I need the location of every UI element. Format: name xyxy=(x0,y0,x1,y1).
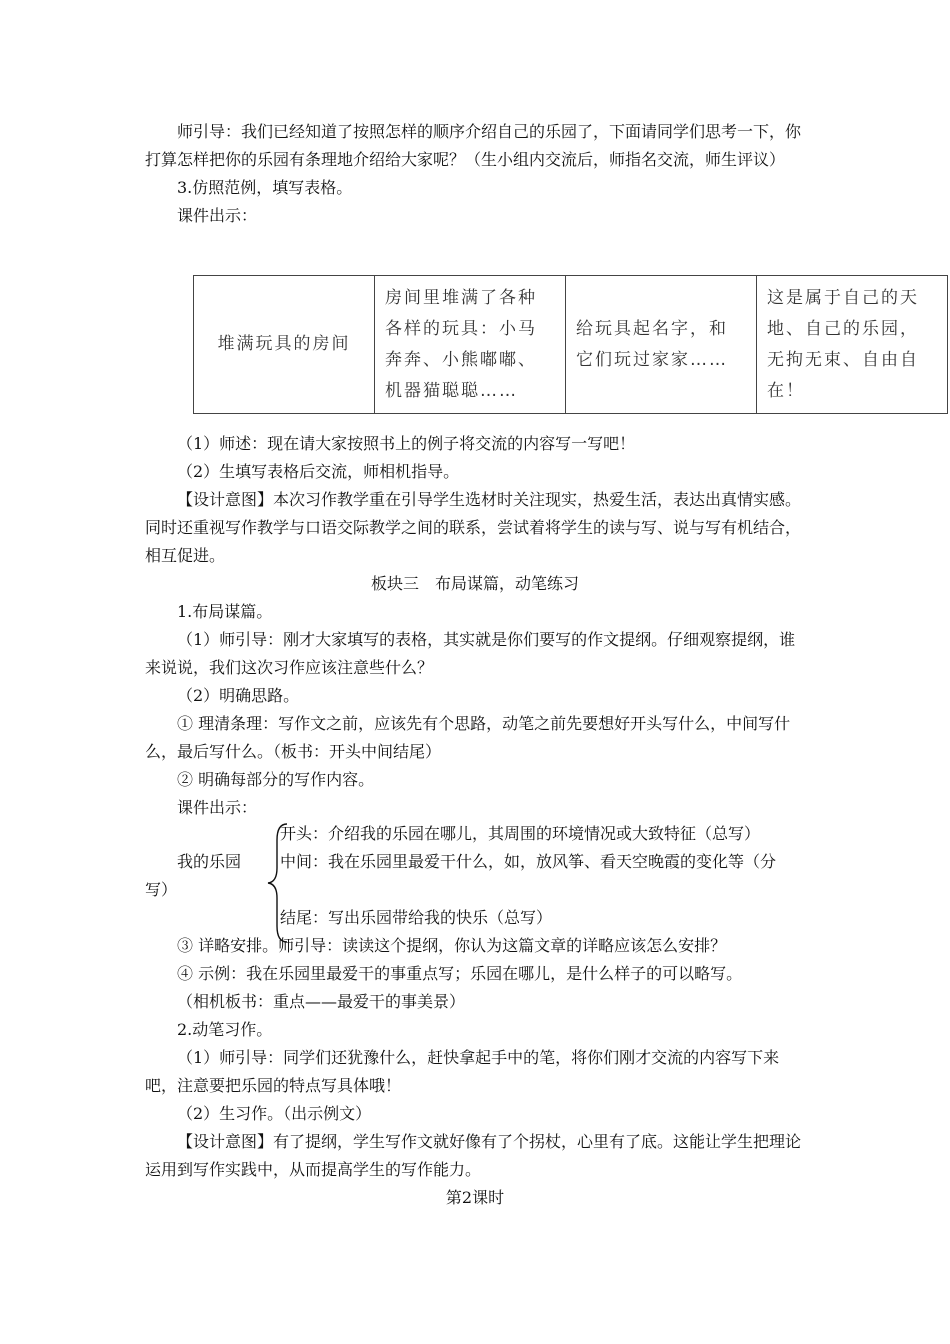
s3-item-1: 1.布局谋篇。 xyxy=(177,602,273,621)
s3-circle-3: ③ 详略安排。师引导：读读这个提纲，你认为这篇文章的详略应该怎么安排？ xyxy=(177,936,727,955)
example-table xyxy=(193,275,948,414)
item-2-student: （2）生填写表格后交流，师相机指导。 xyxy=(177,462,460,481)
s3-item-1-1: （1）师引导：刚才大家填写的表格，其实就是你们要写的作文提纲。仔细观察提纲，谁来说说，我们这次习作应该注意些什么？ xyxy=(145,630,796,677)
outline-middle: 中间：我在乐园里最爱干什么，如，放风筝、看天空晚霞的变化等（分 xyxy=(280,852,777,871)
courseware-label: 课件出示： xyxy=(177,206,258,225)
page-body-2 xyxy=(145,430,805,822)
outline-title: 我的乐园 xyxy=(177,852,242,871)
s3-item-2-2: （2）生习作。（出示例文） xyxy=(177,1104,372,1123)
design-intent-label: 【设计意图】 xyxy=(177,490,274,509)
courseware-label-2: 课件出示： xyxy=(177,798,258,817)
design-intent-2 xyxy=(145,1128,805,1184)
design-intent-text-2: 有了提纲，学生写作文就好像有了个拐杖，心里有了底。这能让学生把理论运用到写作实践中，从而提高学生的写作能力。 xyxy=(145,1132,802,1179)
design-intent-text: 本次习作教学重在引导学生选材时关注现实，热爱生活，表达出真情实感。同时还重视写作教学与口语交际教学之间的联系，尝试着将学生的读与写、说与写有机结合，相互促进。 xyxy=(145,490,802,565)
item-3-heading: 3.仿照范例，填写表格。 xyxy=(177,178,353,197)
essay-outline xyxy=(145,820,815,940)
page-body-3 xyxy=(145,932,805,1212)
s3-circle-2: ② 明确每部分的写作内容。 xyxy=(177,770,375,789)
section-3-title: 板块三 布局谋篇，动笔练习 xyxy=(370,574,579,593)
s3-item-2: 2.动笔习作。 xyxy=(177,1020,273,1039)
table-cell-room: 堆满玩具的房间 xyxy=(194,276,375,414)
design-intent-label-2: 【设计意图】 xyxy=(177,1132,274,1151)
paragraph-teacher-guide: 师引导：我们已经知道了按照怎样的顺序介绍自己的乐园了，下面请同学们思考一下，你打算怎样把你的乐园有条理地介绍给大家呢？（生小组内交流后，师指名交流，师生评议） xyxy=(145,122,802,169)
design-intent-1 xyxy=(145,486,805,570)
s3-circle-4: ④ 示例：我在乐园里最爱干的事重点写；乐园在哪儿，是什么样子的可以略写。 xyxy=(177,964,743,983)
table-cell-toys: 房间里堆满了各种各样的玩具：小马奔奔、小熊嘟嘟、机器猫聪聪…… xyxy=(375,276,566,414)
page-body xyxy=(145,118,805,230)
outline-start: 开头：介绍我的乐园在哪儿，其周围的环境情况或大致特征（总写） xyxy=(280,824,761,843)
s3-board: （相机板书：重点——最爱干的事美景） xyxy=(177,992,466,1011)
table-row xyxy=(194,276,948,414)
outline-title-tail: 写） xyxy=(145,880,178,899)
s3-item-1-2: （2）明确思路。 xyxy=(177,686,300,705)
item-1-teacher: （1）师述：现在请大家按照书上的例子将交流的内容写一写吧！ xyxy=(177,434,636,453)
lesson-2-title: 第2课时 xyxy=(445,1188,505,1207)
s3-item-2-1: （1）师引导：同学们还犹豫什么，赶快拿起手中的笔，将你们刚才交流的内容写下来吧，注意要把乐园的特点写具体哦！ xyxy=(145,1048,780,1095)
table-cell-names: 给玩具起名字，和它们玩过家家…… xyxy=(566,276,757,414)
outline-brace xyxy=(265,822,291,944)
s3-circle-1: ① 理清条理：写作文之前，应该先有个思路，动笔之前先要想好开头写什么，中间写什么，最后写什么。（板书：开头中间结尾） xyxy=(145,714,791,761)
table-cell-feeling: 这是属于自己的天地、自己的乐园，无拘无束、自由自在！ xyxy=(757,276,948,414)
outline-end: 结尾：写出乐园带给我的快乐（总写） xyxy=(280,908,553,927)
